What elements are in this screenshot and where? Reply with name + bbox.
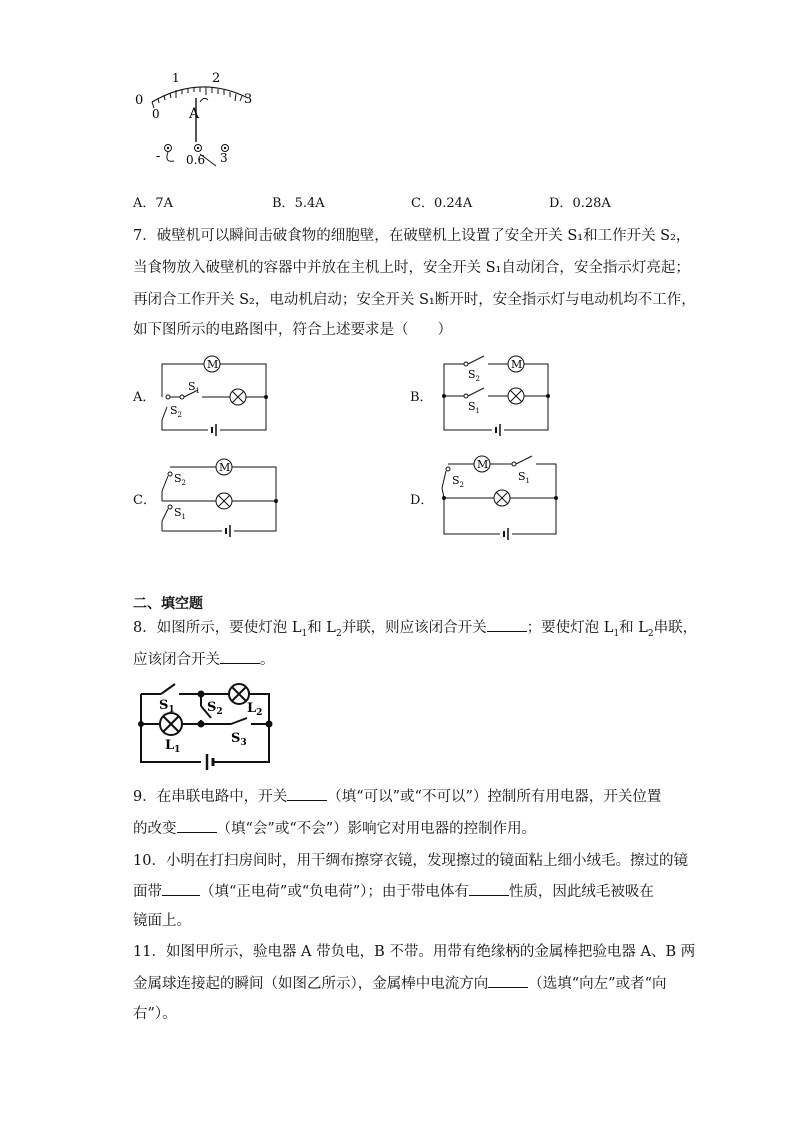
terminal-neg: - [156, 149, 161, 164]
terminal-0-6: 0.6 [186, 153, 206, 167]
svg-text:S2: $S_2$ [207, 700, 223, 717]
svg-text:S1: $S_1$ [174, 506, 187, 521]
svg-text:S1: $S_1$ [468, 400, 481, 415]
svg-text:M: M [477, 458, 489, 471]
q11-line-1: 11．如图甲所示，验电器 A 带负电，B 不带。用带有绝缘柄的金属棒把验电器 A、B 两 [133, 944, 696, 960]
q6-option-d[interactable]: D．0.28A [549, 196, 611, 211]
q7-line-3: 再闭合工作开关 S₂，电动机启动；安全开关 S₁断开时，安全指示灯与电动机均不工作， [133, 292, 696, 308]
q7-line-4: 如下图所示的电路图中，符合上述要求是（ ） [133, 322, 452, 338]
svg-text:S2: $S_2$ [468, 368, 481, 383]
ammeter-unit: A [189, 106, 200, 122]
terminal-3: 3 [220, 151, 228, 165]
q7-option-d-label[interactable]: D． [410, 493, 434, 508]
q10-line-3: 镜面上。 [133, 913, 191, 929]
svg-text:S3: $S_3$ [231, 731, 247, 748]
q8-circuit [135, 674, 275, 774]
q7-circuit-c[interactable] [152, 455, 282, 540]
scale-inner-label-0: 0 [152, 107, 160, 121]
svg-text:S2: $S_2$ [170, 404, 183, 419]
q7-circuit-b[interactable] [438, 350, 558, 440]
svg-text:M: M [207, 358, 219, 371]
q6-option-a[interactable]: A．7A [133, 196, 174, 211]
svg-text:S1: $S_1$ [159, 698, 175, 715]
q8-blank-1[interactable] [487, 617, 527, 632]
ammeter-figure [130, 68, 260, 178]
q7-option-a-label[interactable]: A． [133, 390, 156, 405]
q9-line-1: 9．在串联电路中，开关 （填“可以”或“不可以”）控制所有用电器，开关位置 [133, 786, 661, 807]
svg-text:M: M [511, 358, 523, 371]
svg-text:M: M [219, 461, 231, 474]
q7-circuit-d[interactable] [432, 452, 562, 542]
scale-label-0: 0 [135, 93, 144, 108]
q11-line-2: 金属球连接起的瞬间（如图乙所示），金属棒中电流方向 （选填“向左”或者“向 [133, 973, 667, 994]
q7-line-1: 7．破壁机可以瞬间击破食物的细胞壁，在破壁机上设置了安全开关 S₁和工作开关 S₂， [133, 228, 691, 244]
section-title-fill-blank: 二、填空题 [133, 596, 203, 612]
q11-line-3: 右”）。 [133, 1006, 177, 1022]
q7-option-b-label[interactable]: B． [410, 390, 433, 405]
q10-blank-1[interactable] [162, 881, 200, 896]
q10-blank-2[interactable] [469, 881, 509, 896]
svg-text:S1: $S_1$ [518, 470, 531, 485]
scale-label-3: 3 [244, 92, 253, 107]
q9-blank-2[interactable] [177, 818, 217, 833]
scale-label-1: 1 [172, 71, 180, 85]
q10-line-1: 10．小明在打扫房间时，用干绸布擦穿衣镜，发现擦过的镜面粘上细小绒毛。擦过的镜 [133, 853, 688, 869]
svg-text:S2: $S_2$ [174, 472, 187, 487]
q7-option-c-label[interactable]: C． [133, 493, 156, 508]
svg-text:L2: $L_2$ [247, 701, 263, 718]
svg-text:S2: $S_2$ [452, 474, 465, 489]
q11-blank-1[interactable] [488, 973, 528, 988]
q7-line-2: 当食物放入破壁机的容器中并放在主机上时，安全开关 S₁自动闭合，安全指示灯亮起； [133, 260, 690, 276]
q8-line-1: 8．如图所示，要使灯泡 $L_1$和 $L_2$并联，则应该闭合开关 ；要使灯泡 $L_1$和 $L_2$串联， [133, 617, 697, 644]
q8-line-2: 应该闭合开关 。 [133, 649, 275, 670]
svg-text:L1: $L_1$ [165, 738, 181, 755]
scale-label-2: 2 [212, 71, 221, 86]
q6-option-c[interactable]: C．0.24A [411, 196, 473, 211]
q7-circuit-a[interactable] [150, 350, 272, 440]
q8-blank-2[interactable] [220, 649, 260, 664]
svg-text:S1: $S_1$ [188, 380, 201, 395]
q10-line-2: 面带 （填“正电荷”或“负电荷”）；由于带电体有 性质，因此绒毛被吸在 [133, 881, 654, 902]
q6-option-b[interactable]: B．5.4A [272, 196, 325, 211]
q9-blank-1[interactable] [287, 786, 327, 801]
q9-line-2: 的改变 （填“会”或“不会”）影响它对用电器的控制作用。 [133, 818, 536, 839]
